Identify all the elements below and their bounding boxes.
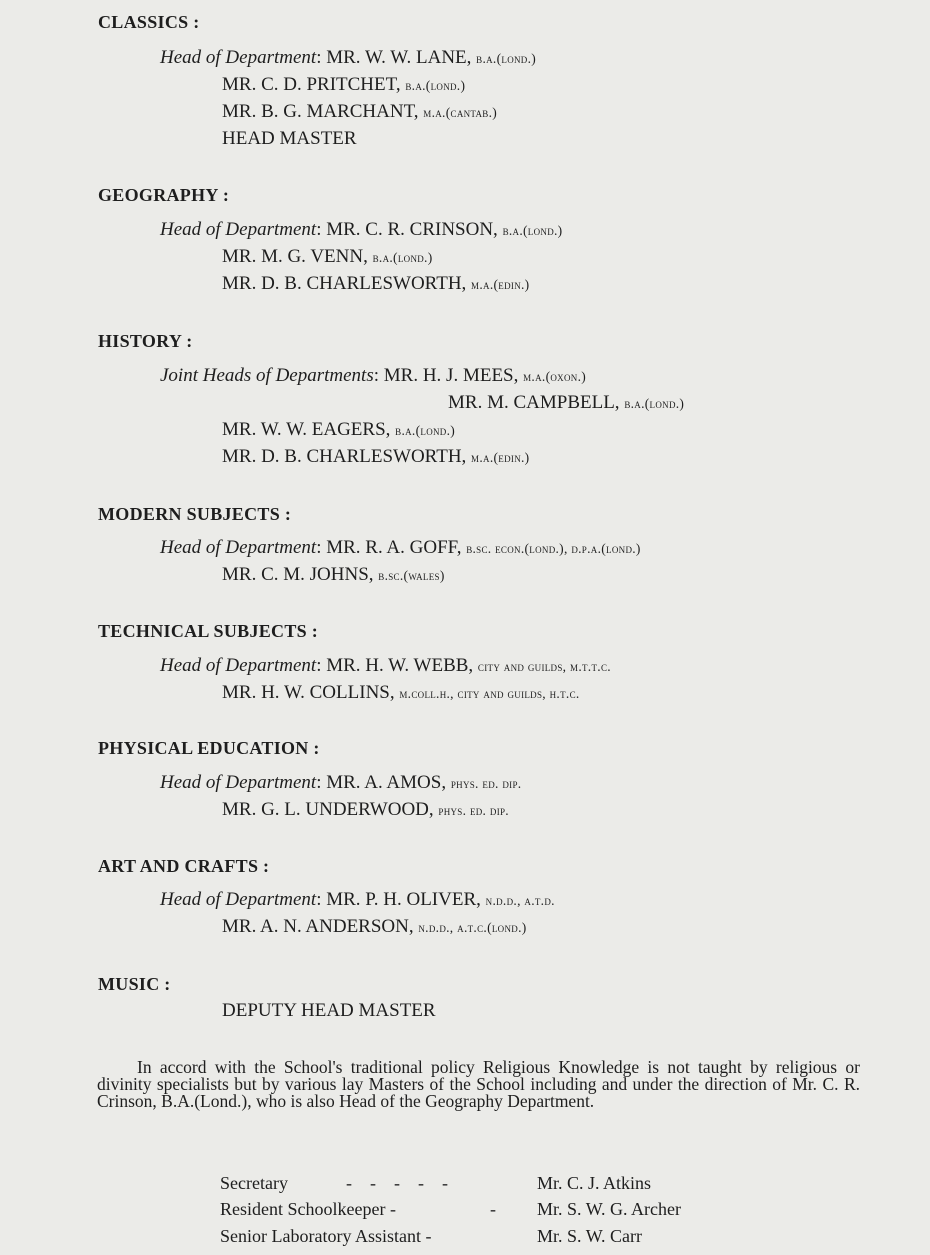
staff-name: MR. P. H. OLIVER, <box>326 889 481 910</box>
modern-head-line: Head of Department: MR. R. A. GOFF, b.sc. econ.(lond.), d.p.a.(lond.) <box>160 537 641 558</box>
staff-quals: n.d.d., a.t.c.(lond.) <box>418 920 527 935</box>
heading-art-and-crafts: ART AND CRAFTS : <box>98 856 270 876</box>
staff-name: MR. D. B. CHARLESWORTH, <box>222 446 467 467</box>
heading-geography: GEOGRAPHY : <box>98 185 230 205</box>
geography-head-line: Head of Department: MR. C. R. CRINSON, b.a.(lond.) <box>160 219 563 240</box>
staff-quals: m.a.(oxon.) <box>523 369 587 384</box>
staff-name-schoolkeeper: Mr. S. W. G. Archer <box>537 1199 681 1219</box>
staff-quals: b.a.(lond.) <box>395 423 456 438</box>
role-label: Head of Department <box>160 537 317 558</box>
staff-quals: m.a.(edin.) <box>471 450 530 465</box>
staff-quals: b.a.(lond.) <box>372 250 433 265</box>
role-label: Head of Department <box>160 219 317 240</box>
staff-dashes: - - - - - <box>346 1173 448 1193</box>
staff-name: MR. D. B. CHARLESWORTH, <box>222 273 467 294</box>
staff-name: MR. B. G. MARCHANT, <box>222 101 419 122</box>
staff-quals: m.a.(cantab.) <box>423 105 498 120</box>
staff-name: MR. C. R. CRINSON, <box>326 219 498 240</box>
staff-name: MR. C. M. JOHNS, <box>222 564 374 585</box>
staff-quals: b.sc. econ.(lond.), d.p.a.(lond.) <box>466 541 641 556</box>
staff-quals: n.d.d., a.t.d. <box>485 893 555 908</box>
staff-name: MR. H. W. WEBB, <box>326 655 474 676</box>
staff-title-schoolkeeper: Resident Schoolkeeper - <box>220 1199 396 1219</box>
staff-quals: b.a.(lond.) <box>502 223 563 238</box>
history-head-line: Joint Heads of Departments: MR. H. J. MEES, m.a.(oxon.) <box>160 365 587 386</box>
staff-quals: b.a.(lond.) <box>624 396 685 411</box>
staff-quals: b.a.(lond.) <box>476 51 537 66</box>
staff-name: MR. W. W. LANE, <box>326 47 472 68</box>
staff-quals: b.a.(lond.) <box>405 78 466 93</box>
classics-head-line: Head of Department: MR. W. W. LANE, b.a.(lond.) <box>160 47 537 68</box>
staff-quals: m.a.(edin.) <box>471 277 530 292</box>
staff-quals: m.coll.h., city and guilds, h.t.c. <box>399 686 580 701</box>
pe-line-2 <box>222 799 509 821</box>
staff-dashes: - <box>490 1199 496 1219</box>
classics-line-2 <box>222 74 465 96</box>
staff-name: MR. C. D. PRITCHET, <box>222 74 401 95</box>
heading-physical-education: PHYSICAL EDUCATION : <box>98 738 320 758</box>
heading-music: MUSIC : <box>98 974 171 994</box>
staff-name: MR. W. W. EAGERS, <box>222 419 391 440</box>
history-line-4 <box>222 446 529 468</box>
religious-knowledge-paragraph: In accord with the School's traditional policy Religious Knowledge is not taught by religious or divinity specialists but by various lay Masters of the School including and under the direction of Mr. C. R. Crinson, B.A.(Lond.), who is also Head of the Geography Department. <box>97 1057 860 1111</box>
role-label: Joint Heads of Departments <box>160 365 374 386</box>
staff-quals: phys. ed. dip. <box>450 776 522 791</box>
role-label: Head of Department <box>160 655 317 676</box>
staff-name: MR. A. N. ANDERSON, <box>222 916 414 937</box>
heading-modern-subjects: MODERN SUBJECTS : <box>98 504 292 524</box>
staff-name: MR. G. L. UNDERWOOD, <box>222 799 434 820</box>
technical-head-line: Head of Department: MR. H. W. WEBB, city and guilds, m.t.t.c. <box>160 655 611 676</box>
role-label: Head of Department <box>160 47 317 68</box>
staff-name: MR. H. J. MEES, <box>383 365 519 386</box>
art-line-2 <box>222 916 527 938</box>
staff-name: MR. A. AMOS, <box>326 772 447 793</box>
history-line-3 <box>222 419 455 441</box>
classics-line-4 <box>222 128 357 150</box>
staff-name-secretary: Mr. C. J. Atkins <box>537 1173 652 1193</box>
staff-name: DEPUTY HEAD MASTER <box>222 1000 436 1021</box>
pe-head-line: Head of Department: MR. A. AMOS, phys. ed. dip. <box>160 772 522 793</box>
staff-quals: city and guilds, m.t.t.c. <box>477 659 611 674</box>
modern-line-2 <box>222 564 445 586</box>
art-head-line: Head of Department: MR. P. H. OLIVER, n.d.d., a.t.d. <box>160 889 555 910</box>
staff-quals: b.sc.(wales) <box>378 568 445 583</box>
heading-classics: CLASSICS : <box>98 12 200 32</box>
geography-line-3 <box>222 273 529 295</box>
technical-line-2 <box>222 682 580 704</box>
staff-quals: phys. ed. dip. <box>438 803 509 818</box>
staff-name: HEAD MASTER <box>222 128 357 149</box>
classics-line-3 <box>222 101 497 123</box>
role-label: Head of Department <box>160 889 317 910</box>
staff-name: MR. M. CAMPBELL, <box>448 392 620 413</box>
staff-title-secretary: Secretary <box>220 1173 288 1193</box>
staff-name-lab-assistant: Mr. S. W. Carr <box>537 1226 643 1246</box>
staff-name: MR. H. W. COLLINS, <box>222 682 395 703</box>
role-label: Head of Department <box>160 772 317 793</box>
staff-title-lab-assistant: Senior Laboratory Assistant - <box>220 1226 432 1246</box>
music-line-1 <box>222 1000 436 1022</box>
staff-name: MR. R. A. GOFF, <box>326 537 462 558</box>
history-line-2 <box>448 392 684 414</box>
heading-history: HISTORY : <box>98 331 193 351</box>
heading-technical-subjects: TECHNICAL SUBJECTS : <box>98 621 319 641</box>
staff-name: MR. M. G. VENN, <box>222 246 368 267</box>
geography-line-2 <box>222 246 433 268</box>
